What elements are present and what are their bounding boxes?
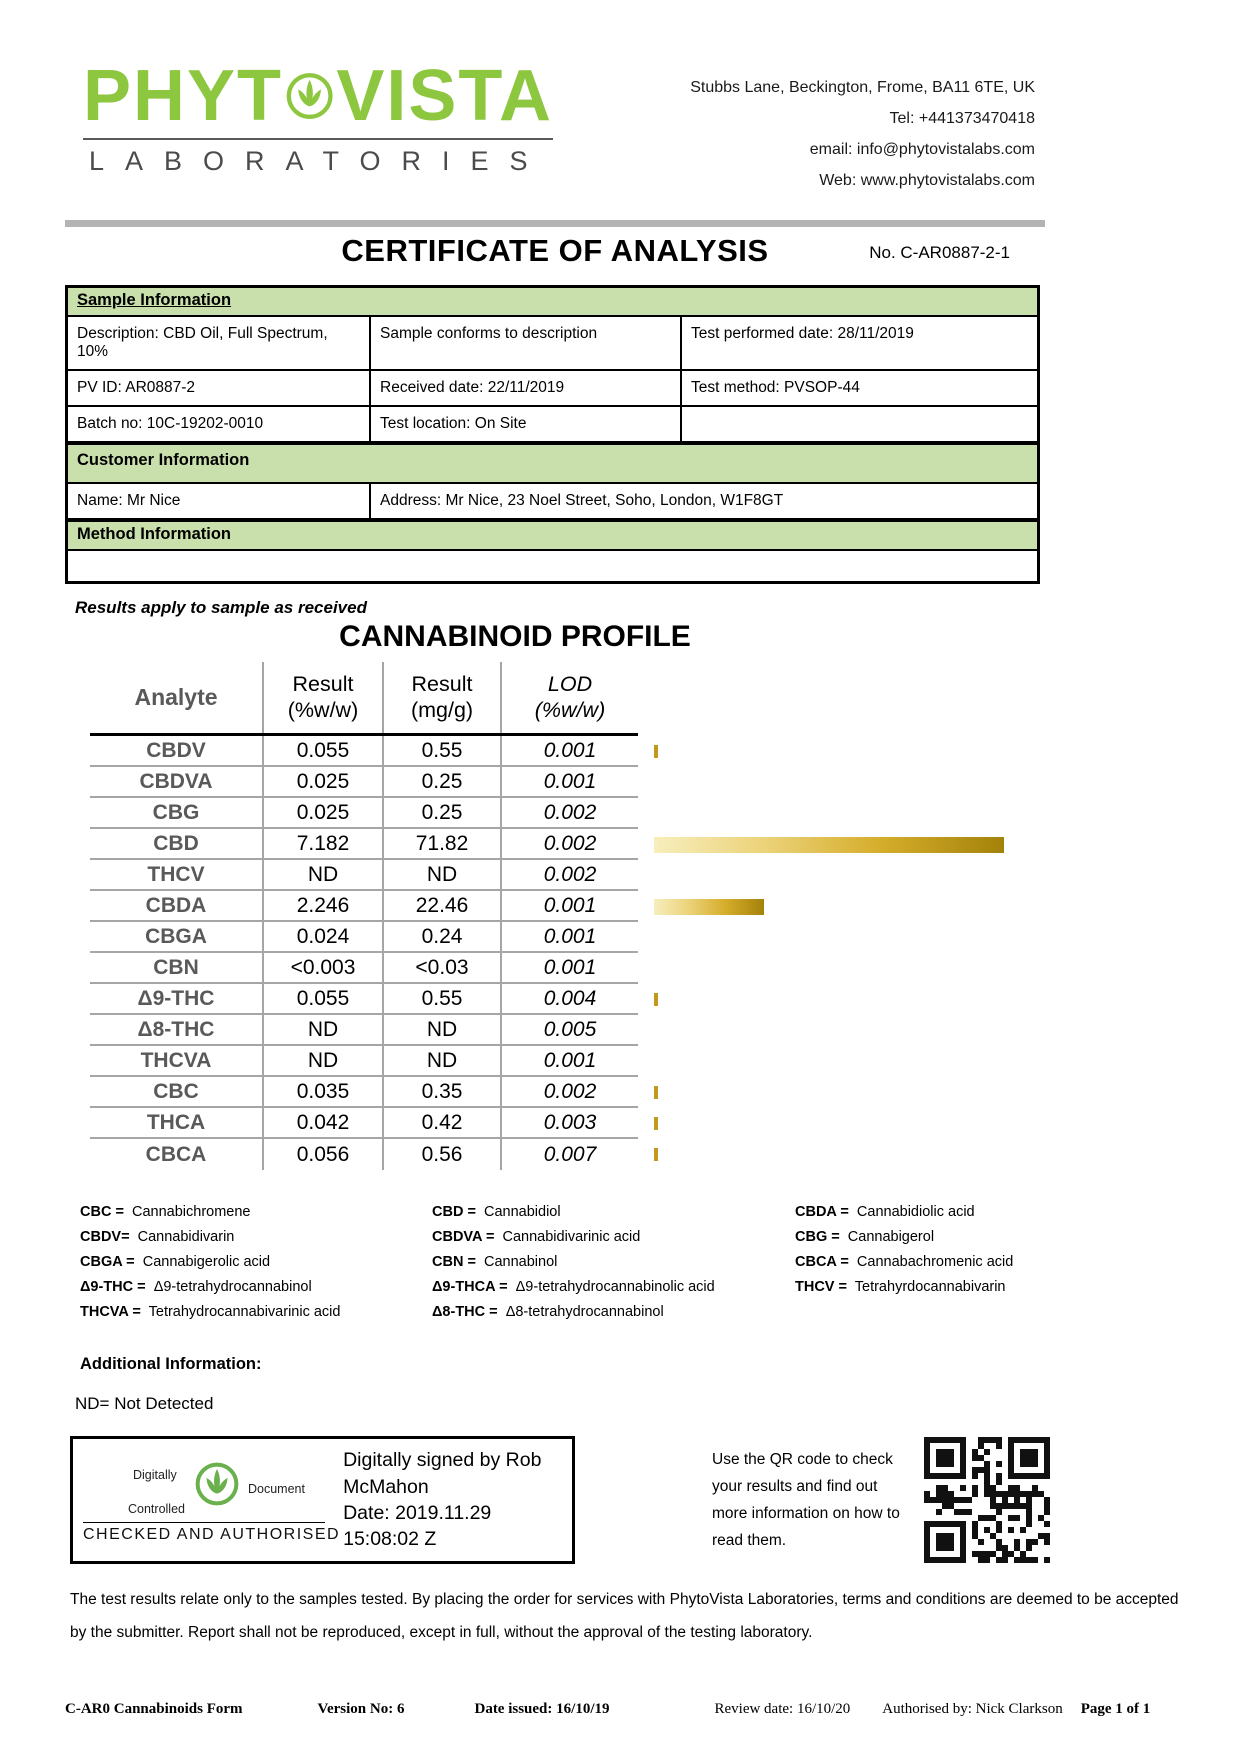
legend-name: Δ9-tetrahydrocannabinol — [153, 1279, 312, 1295]
additional-information-heading: Additional Information: — [80, 1355, 262, 1373]
result-pct-value: ND — [262, 1015, 382, 1044]
result-bar — [654, 899, 764, 915]
sample-information-heading: Sample Information — [68, 288, 1037, 317]
legend-entry — [80, 1225, 432, 1250]
footer-item: Version No: 6 — [317, 1701, 405, 1718]
brand-text-left: PHYT — [83, 56, 284, 136]
legend-entry — [795, 1200, 1185, 1225]
result-pct-value: 0.042 — [262, 1108, 382, 1137]
legend-entry — [80, 1300, 432, 1325]
digitally-controlled-stamp — [83, 1450, 341, 1550]
header-divider — [65, 220, 1045, 227]
analyte-row — [90, 1015, 1185, 1046]
analyte-row-cells — [90, 860, 638, 891]
analyte-row-cells — [90, 1077, 638, 1108]
footer-item: Review date: 16/10/20 — [714, 1701, 851, 1718]
legend-name: Tetrahydrocannabivarinic acid — [148, 1304, 341, 1320]
analyte-row-cells — [90, 1108, 638, 1139]
column-header-result-mgg: Result (mg/g) — [382, 662, 500, 733]
stamp-divider — [83, 1522, 325, 1523]
analyte-row-cells — [90, 798, 638, 829]
cannabinoid-table — [90, 662, 1185, 1170]
legend-abbr: CBDV= — [80, 1229, 130, 1245]
footer-item: Page 1 of 1 — [1080, 1701, 1151, 1718]
analyte-name: THCVA — [140, 1048, 212, 1072]
table-row — [68, 551, 1037, 581]
stamp-leaf-logo-icon — [195, 1462, 239, 1506]
legend-abbr: CBG = — [795, 1229, 840, 1245]
signature-box — [70, 1436, 575, 1564]
results-note: Results apply to sample as received — [75, 598, 367, 617]
result-mgg-value: 0.56 — [382, 1139, 500, 1170]
bar-cell — [638, 1046, 1185, 1077]
legend-name: Cannabidivarinic acid — [502, 1229, 641, 1245]
analyte-row-cells — [90, 1046, 638, 1077]
result-pct-value: 2.246 — [262, 891, 382, 920]
batch-no: Batch no: 10C-19202-0010 — [68, 407, 371, 441]
analyte-row-cells — [90, 984, 638, 1015]
result-mgg-value: 71.82 — [382, 829, 500, 858]
table-row — [68, 317, 1037, 371]
analyte-row — [90, 736, 1185, 767]
legend-entry — [432, 1275, 795, 1300]
legend-abbr: CBD = — [432, 1204, 476, 1220]
analyte-row — [90, 829, 1185, 860]
test-method: Test method: PVSOP-44 — [691, 379, 860, 396]
legend-abbr: THCV = — [795, 1279, 847, 1295]
empty-method-row — [68, 551, 1037, 581]
test-location: Test location: On Site — [371, 407, 682, 441]
analyte-name: Δ8-THC — [137, 1017, 215, 1041]
result-pct-value: <0.003 — [262, 953, 382, 982]
bar-cell — [638, 736, 1185, 767]
footer-item: C-AR0 Cannabinoids Form — [65, 1701, 243, 1718]
table-row — [68, 371, 1037, 407]
legend-entry — [795, 1275, 1185, 1300]
received-date: Received date: 22/11/2019 — [371, 371, 682, 405]
contact-web: Web: www.phytovistalabs.com — [819, 172, 1035, 189]
bar-cell — [638, 984, 1185, 1015]
result-bar — [654, 993, 658, 1006]
signature-row — [70, 1436, 1050, 1564]
legend-abbr: CBDVA = — [432, 1229, 495, 1245]
analyte-row-cells — [90, 829, 638, 860]
stamp-digitally-label: Digitally — [133, 1468, 177, 1482]
lod-value: 0.007 — [500, 1139, 638, 1170]
legend-abbr: Δ9-THCA = — [432, 1279, 508, 1295]
certificate-number: No. C-AR0887-2-1 — [869, 243, 1010, 262]
footer — [65, 1701, 1190, 1718]
analyte-row — [90, 1077, 1185, 1108]
test-performed-date: Test performed date: 28/11/2019 — [691, 325, 914, 342]
result-pct-value: 0.055 — [262, 984, 382, 1013]
legend-entry — [80, 1200, 432, 1225]
result-pct-value: ND — [262, 860, 382, 889]
legend-entry — [432, 1200, 795, 1225]
column-header-result-pct: Result (%w/w) — [262, 662, 382, 733]
lod-value: 0.001 — [500, 891, 638, 920]
lod-value: 0.001 — [500, 736, 638, 765]
analyte-row — [90, 953, 1185, 984]
result-pct-value: 0.056 — [262, 1139, 382, 1170]
disclaimer-text: The test results relate only to the samples tested. By placing the order for services with PhytoVista Laboratories, terms and conditions are deemed to be accepted by the submitter. Report shall not be reproduced, except in full, without the approval of the testing laboratory. — [70, 1591, 1179, 1641]
legend-column-1 — [80, 1200, 432, 1325]
result-pct-value: ND — [262, 1046, 382, 1075]
analyte-name: CBC — [153, 1079, 199, 1103]
analyte-row-cells — [90, 767, 638, 798]
digital-signature-text — [343, 1447, 562, 1552]
result-mgg-value: ND — [382, 1046, 500, 1075]
legend-name: Δ9-tetrahydrocannabinolic acid — [515, 1279, 715, 1295]
result-mgg-value: 0.42 — [382, 1108, 500, 1137]
legend-entry — [80, 1250, 432, 1275]
result-pct-value: 7.182 — [262, 829, 382, 858]
column-header-lod: LOD (%w/w) — [500, 662, 638, 733]
analyte-name: CBG — [152, 800, 200, 824]
bar-cell — [638, 953, 1185, 984]
analyte-row-cells — [90, 1139, 638, 1170]
abbreviation-legend — [80, 1200, 1185, 1325]
legend-abbr: CBC = — [80, 1204, 124, 1220]
lod-value: 0.001 — [500, 1046, 638, 1075]
signed-by-line: Digitally signed by Rob McMahon — [343, 1449, 542, 1498]
result-mgg-value: <0.03 — [382, 953, 500, 982]
table-row — [68, 484, 1037, 520]
legend-abbr: Δ9-THC = — [80, 1279, 146, 1295]
analyte-row — [90, 767, 1185, 798]
result-bar — [654, 837, 1004, 853]
contact-email: email: info@phytovistalabs.com — [809, 141, 1035, 158]
analyte-name: CBDA — [145, 893, 207, 917]
cannabinoid-table-body — [90, 736, 1185, 1170]
lod-value: 0.004 — [500, 984, 638, 1013]
analyte-name: CBGA — [145, 924, 207, 948]
analyte-row-cells — [90, 953, 638, 984]
analyte-row-cells — [90, 736, 638, 767]
lod-value: 0.003 — [500, 1108, 638, 1137]
qr-area — [712, 1436, 1050, 1564]
analyte-row — [90, 891, 1185, 922]
legend-name: Cannabidiol — [483, 1204, 561, 1220]
bar-cell — [638, 1108, 1185, 1139]
analyte-row — [90, 1108, 1185, 1139]
result-mgg-value: 22.46 — [382, 891, 500, 920]
legend-name: Δ8-tetrahydrocannabinol — [505, 1304, 664, 1320]
result-bar — [654, 1086, 658, 1099]
legend-column-2 — [432, 1200, 795, 1325]
analyte-name: CBDV — [146, 738, 206, 762]
legend-entry — [795, 1250, 1185, 1275]
result-mgg-value: ND — [382, 860, 500, 889]
bar-cell — [638, 860, 1185, 891]
analyte-name: CBCA — [145, 1142, 207, 1166]
info-table — [65, 285, 1040, 584]
bar-cell — [638, 922, 1185, 953]
result-mgg-value: ND — [382, 1015, 500, 1044]
customer-information-heading: Customer Information — [68, 443, 1037, 484]
legend-name: Cannabigerol — [847, 1229, 935, 1245]
title-row — [65, 233, 1045, 285]
company-logo — [83, 56, 553, 177]
legend-abbr: CBCA = — [795, 1254, 849, 1270]
bar-chart-header-space — [638, 662, 1185, 736]
legend-abbr: CBDA = — [795, 1204, 849, 1220]
empty-cell — [682, 407, 1037, 441]
analyte-row — [90, 860, 1185, 891]
legend-name: Cannabigerolic acid — [142, 1254, 271, 1270]
letterhead — [65, 56, 1185, 196]
lod-value: 0.002 — [500, 860, 638, 889]
analyte-row-cells — [90, 891, 638, 922]
legend-column-3 — [795, 1200, 1185, 1325]
legend-name: Cannabachromenic acid — [856, 1254, 1014, 1270]
analyte-name: CBN — [153, 955, 199, 979]
lod-value: 0.002 — [500, 829, 638, 858]
result-pct-value: 0.025 — [262, 798, 382, 827]
footer-item: Date issued: 16/10/19 — [474, 1701, 610, 1718]
stamp-controlled-label: Controlled — [128, 1502, 185, 1516]
stamp-authorised-text: CHECKED AND AUTHORISED — [83, 1526, 341, 1543]
lod-value: 0.001 — [500, 922, 638, 951]
legend-entry — [432, 1225, 795, 1250]
analyte-name: CBDVA — [139, 769, 213, 793]
cannabinoid-table-header — [90, 662, 1185, 736]
legend-abbr: THCVA = — [80, 1304, 141, 1320]
analyte-name: THCA — [146, 1110, 206, 1134]
bar-cell — [638, 1139, 1185, 1170]
analyte-row — [90, 984, 1185, 1015]
qr-caption: Use the QR code to check your results and find out more information on how to read them. — [712, 1451, 900, 1549]
lod-value: 0.005 — [500, 1015, 638, 1044]
result-mgg-value: 0.25 — [382, 767, 500, 796]
result-bar — [654, 1117, 658, 1130]
column-header-analyte: Analyte — [134, 683, 218, 710]
analyte-row — [90, 798, 1185, 829]
footer-item: Authorised by: Nick Clarkson — [882, 1701, 1063, 1718]
legend-entry — [432, 1250, 795, 1275]
analyte-name: Δ9-THC — [137, 986, 215, 1010]
brand-text-right: VISTA — [336, 56, 553, 136]
legend-entry — [795, 1225, 1185, 1250]
sample-description: Description: CBD Oil, Full Spectrum, 10% — [68, 317, 371, 369]
bar-cell — [638, 798, 1185, 829]
brand-subtitle: LABORATORIES — [83, 138, 553, 177]
legend-name: Cannabichromene — [131, 1204, 251, 1220]
nd-note: ND= Not Detected — [75, 1394, 214, 1413]
bar-cell — [638, 1077, 1185, 1108]
legend-name: Cannabidivarin — [137, 1229, 235, 1245]
lod-value: 0.001 — [500, 767, 638, 796]
result-mgg-value: 0.35 — [382, 1077, 500, 1106]
leaf-circle-icon — [286, 65, 333, 127]
result-bar — [654, 745, 658, 758]
legend-entry — [432, 1300, 795, 1325]
legend-abbr: CBN = — [432, 1254, 476, 1270]
analyte-row — [90, 922, 1185, 953]
page-title: CERTIFICATE OF ANALYSIS — [341, 233, 769, 268]
legend-entry — [80, 1275, 432, 1300]
qr-code — [924, 1437, 1050, 1563]
legend-name: Cannabinol — [483, 1254, 558, 1270]
brand-wordmark — [83, 56, 553, 136]
contact-block — [690, 72, 1035, 196]
legend-name: Cannabidiolic acid — [856, 1204, 975, 1220]
bar-cell — [638, 767, 1185, 798]
bar-cell — [638, 891, 1185, 922]
bar-cell — [638, 1015, 1185, 1046]
signature-date-line: Date: 2019.11.29 15:08:02 Z — [343, 1502, 492, 1551]
legend-abbr: CBGA = — [80, 1254, 135, 1270]
contact-address: Stubbs Lane, Beckington, Frome, BA11 6TE, UK — [690, 79, 1035, 96]
lod-value: 0.002 — [500, 798, 638, 827]
stamp-document-label: Document — [248, 1482, 305, 1496]
analyte-row-cells — [90, 1015, 638, 1046]
lod-value: 0.002 — [500, 1077, 638, 1106]
method-information-heading: Method Information — [68, 520, 1037, 551]
result-mgg-value: 0.55 — [382, 736, 500, 765]
result-pct-value: 0.035 — [262, 1077, 382, 1106]
legend-name: Tetrahyrdocannabivarin — [854, 1279, 1006, 1295]
analyte-name: THCV — [147, 862, 205, 886]
result-mgg-value: 0.24 — [382, 922, 500, 951]
analyte-row-cells — [90, 922, 638, 953]
customer-name: Name: Mr Nice — [68, 484, 371, 518]
analyte-row — [90, 1046, 1185, 1077]
customer-address: Address: Mr Nice, 23 Noel Street, Soho, London, W1F8GT — [380, 492, 784, 509]
table-row — [68, 407, 1037, 443]
result-mgg-value: 0.55 — [382, 984, 500, 1013]
bar-cell — [638, 829, 1185, 860]
legend-abbr: Δ8-THC = — [432, 1304, 498, 1320]
analyte-row — [90, 1139, 1185, 1170]
result-bar — [654, 1148, 658, 1161]
result-pct-value: 0.025 — [262, 767, 382, 796]
analyte-name: CBD — [153, 831, 199, 855]
sample-conforms: Sample conforms to description — [371, 317, 682, 369]
lod-value: 0.001 — [500, 953, 638, 982]
cannabinoid-profile-title: CANNABINOID PROFILE — [339, 620, 691, 653]
result-mgg-value: 0.25 — [382, 798, 500, 827]
result-pct-value: 0.024 — [262, 922, 382, 951]
pv-id: PV ID: AR0887-2 — [68, 371, 371, 405]
result-pct-value: 0.055 — [262, 736, 382, 765]
contact-tel: Tel: +441373470418 — [889, 110, 1035, 127]
